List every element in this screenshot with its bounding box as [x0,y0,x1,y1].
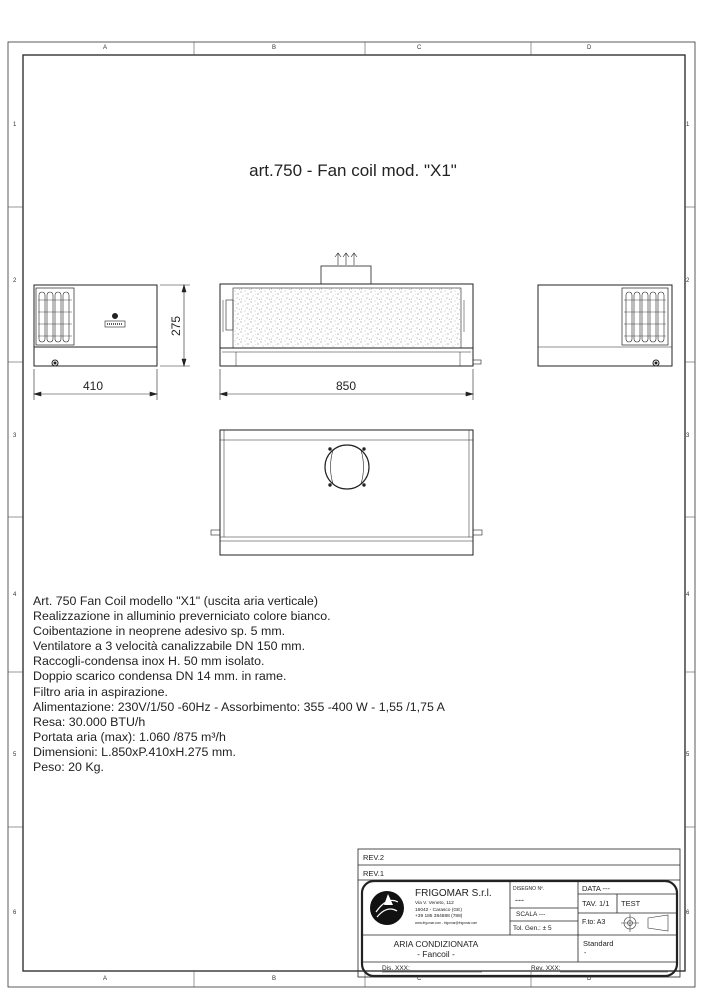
standard-sub: - [584,950,587,957]
sheet-number: TAV. 1/1 [582,899,610,908]
dimension-height: 275 [169,315,183,337]
zone-dividers [8,42,695,987]
zone-row-1-left: 1 [13,122,17,128]
projection-symbol-icon [621,914,668,932]
zone-col-c-bottom: C [417,976,422,982]
date: DATA --- [582,884,611,893]
company-web: www.frigomar.com - frigomar@frigomar.com [415,921,478,925]
subject-subtitle: - Fancoil - [417,949,455,959]
company-phone: +39 185 384888 (788) [415,914,463,919]
right-side-view [538,285,672,366]
sheet-frame [8,42,695,987]
description-line: Portata aria (max): 1.060 /875 m³/h [33,729,226,744]
zone-row-6-left: 6 [13,910,17,916]
description-line: Resa: 30.000 BTU/h [33,714,146,729]
description-line: Realizzazione in alluminio preverniciato colore bianco. [33,609,331,624]
company-name: FRIGOMAR S.r.l. [415,888,492,899]
description-line: Art. 750 Fan Coil modello "X1" (uscita aria verticale) [33,594,318,608]
zone-row-5-left: 5 [13,752,17,758]
zone-row-2-left: 2 [13,278,17,284]
scale: SCALA --- [516,911,546,918]
zone-row-3-left: 3 [13,433,17,439]
description-line: Dimensioni: L.850xP.410xH.275 mm. [33,744,236,759]
test-field: TEST [621,899,641,908]
zone-col-a-bottom: A [103,976,108,982]
revised-by: Rev. XXX: [531,965,561,972]
zone-col-b-top: B [272,45,277,51]
company-address-1: Via V. Veneto, 112 [415,901,454,906]
description-line: Coibentazione in neoprene adesivo sp. 5 mm. [33,624,286,639]
zone-row-5-right: 5 [686,752,690,758]
zone-row-1-right: 1 [686,122,690,128]
zone-row-4-left: 4 [13,592,17,598]
subject-title: ARIA CONDIZIONATA [393,939,479,949]
zone-row-3-right: 3 [686,433,690,439]
description-line: Raccogli-condensa inox H. 50 mm isolato. [33,654,265,669]
front-view [220,253,481,366]
format: F.to: A3 [582,919,606,926]
product-description [33,594,445,775]
top-view [211,430,482,555]
drawing-number-label: DISEGNO Nº. [513,886,545,892]
standard: Standard [583,939,614,948]
drawing-number-value: --- [515,895,524,905]
company-address-2: 16042 - Carasco (GE) [415,908,462,913]
zone-col-b-bottom: B [272,976,277,982]
zone-row-6-right: 6 [686,910,690,916]
general-tolerance: Tol. Gen.: ± 5 [513,925,552,932]
description-line: Doppio scarico condensa DN 14 mm. in rame. [33,669,287,684]
zone-row-2-right: 2 [686,278,690,284]
left-side-view [34,285,157,366]
zone-col-c-top: C [417,45,422,51]
description-line: Alimentazione: 230V/1/50 -60Hz - Assorbimento: 355 -400 W - 1,55 /1,75 A [33,699,445,714]
company-logo [370,891,404,925]
zone-col-d-top: D [587,45,592,51]
description-line: Peso: 20 Kg. [33,760,104,775]
drawing-title: art.750 - Fan coil mod. "X1" [249,161,457,180]
description-line: Ventilatore a 3 velocità canalizzabile DN 150 mm. [33,639,306,654]
zone-row-4-right: 4 [686,592,690,598]
zone-col-a-top: A [103,45,108,51]
drawn-by: Dis. XXX: [382,965,410,972]
description-line: Filtro aria in aspirazione. [33,684,168,699]
dimension-length: 850 [335,379,357,393]
dimension-depth: 410 [82,379,104,393]
revision-1: REV.1 [363,869,384,878]
zone-col-d-bottom: D [587,976,592,982]
revision-2: REV.2 [363,853,384,862]
